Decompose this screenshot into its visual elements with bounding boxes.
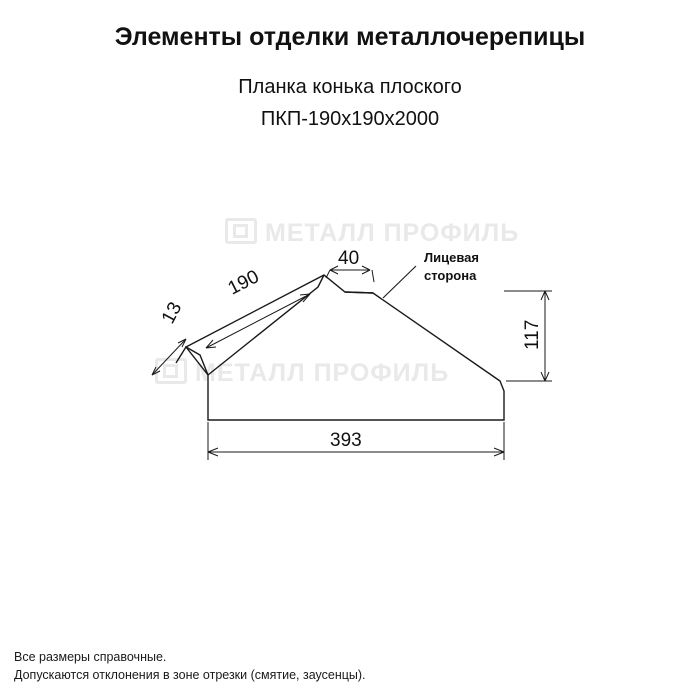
- note-line-1: Все размеры справочные.: [14, 650, 167, 664]
- product-name: Планка конька плоского: [238, 76, 462, 98]
- notes-block: [14, 648, 366, 684]
- technical-drawing: [0, 170, 700, 500]
- dimension-117: 117: [522, 319, 543, 350]
- watermark-1-text: МЕТАЛЛ ПРОФИЛЬ: [265, 219, 520, 247]
- title-block: [0, 22, 700, 132]
- dimension-190: 190: [224, 266, 263, 300]
- dimension-40: 40: [338, 248, 360, 269]
- product-code: ПКП-190х190х2000: [260, 108, 440, 130]
- dimension-13: 13: [157, 298, 187, 328]
- page-title: Элементы отделки металлочерепицы: [114, 23, 586, 51]
- face-side-label-line1: Лицевая: [424, 250, 479, 265]
- face-side-label-line2: сторона: [424, 268, 477, 283]
- watermark-2-text: МЕТАЛЛ ПРОФИЛЬ: [195, 359, 450, 387]
- dimension-393: 393: [330, 430, 362, 451]
- note-line-2: Допускаются отклонения в зоне отрезки (смятие, заусенцы).: [14, 668, 366, 682]
